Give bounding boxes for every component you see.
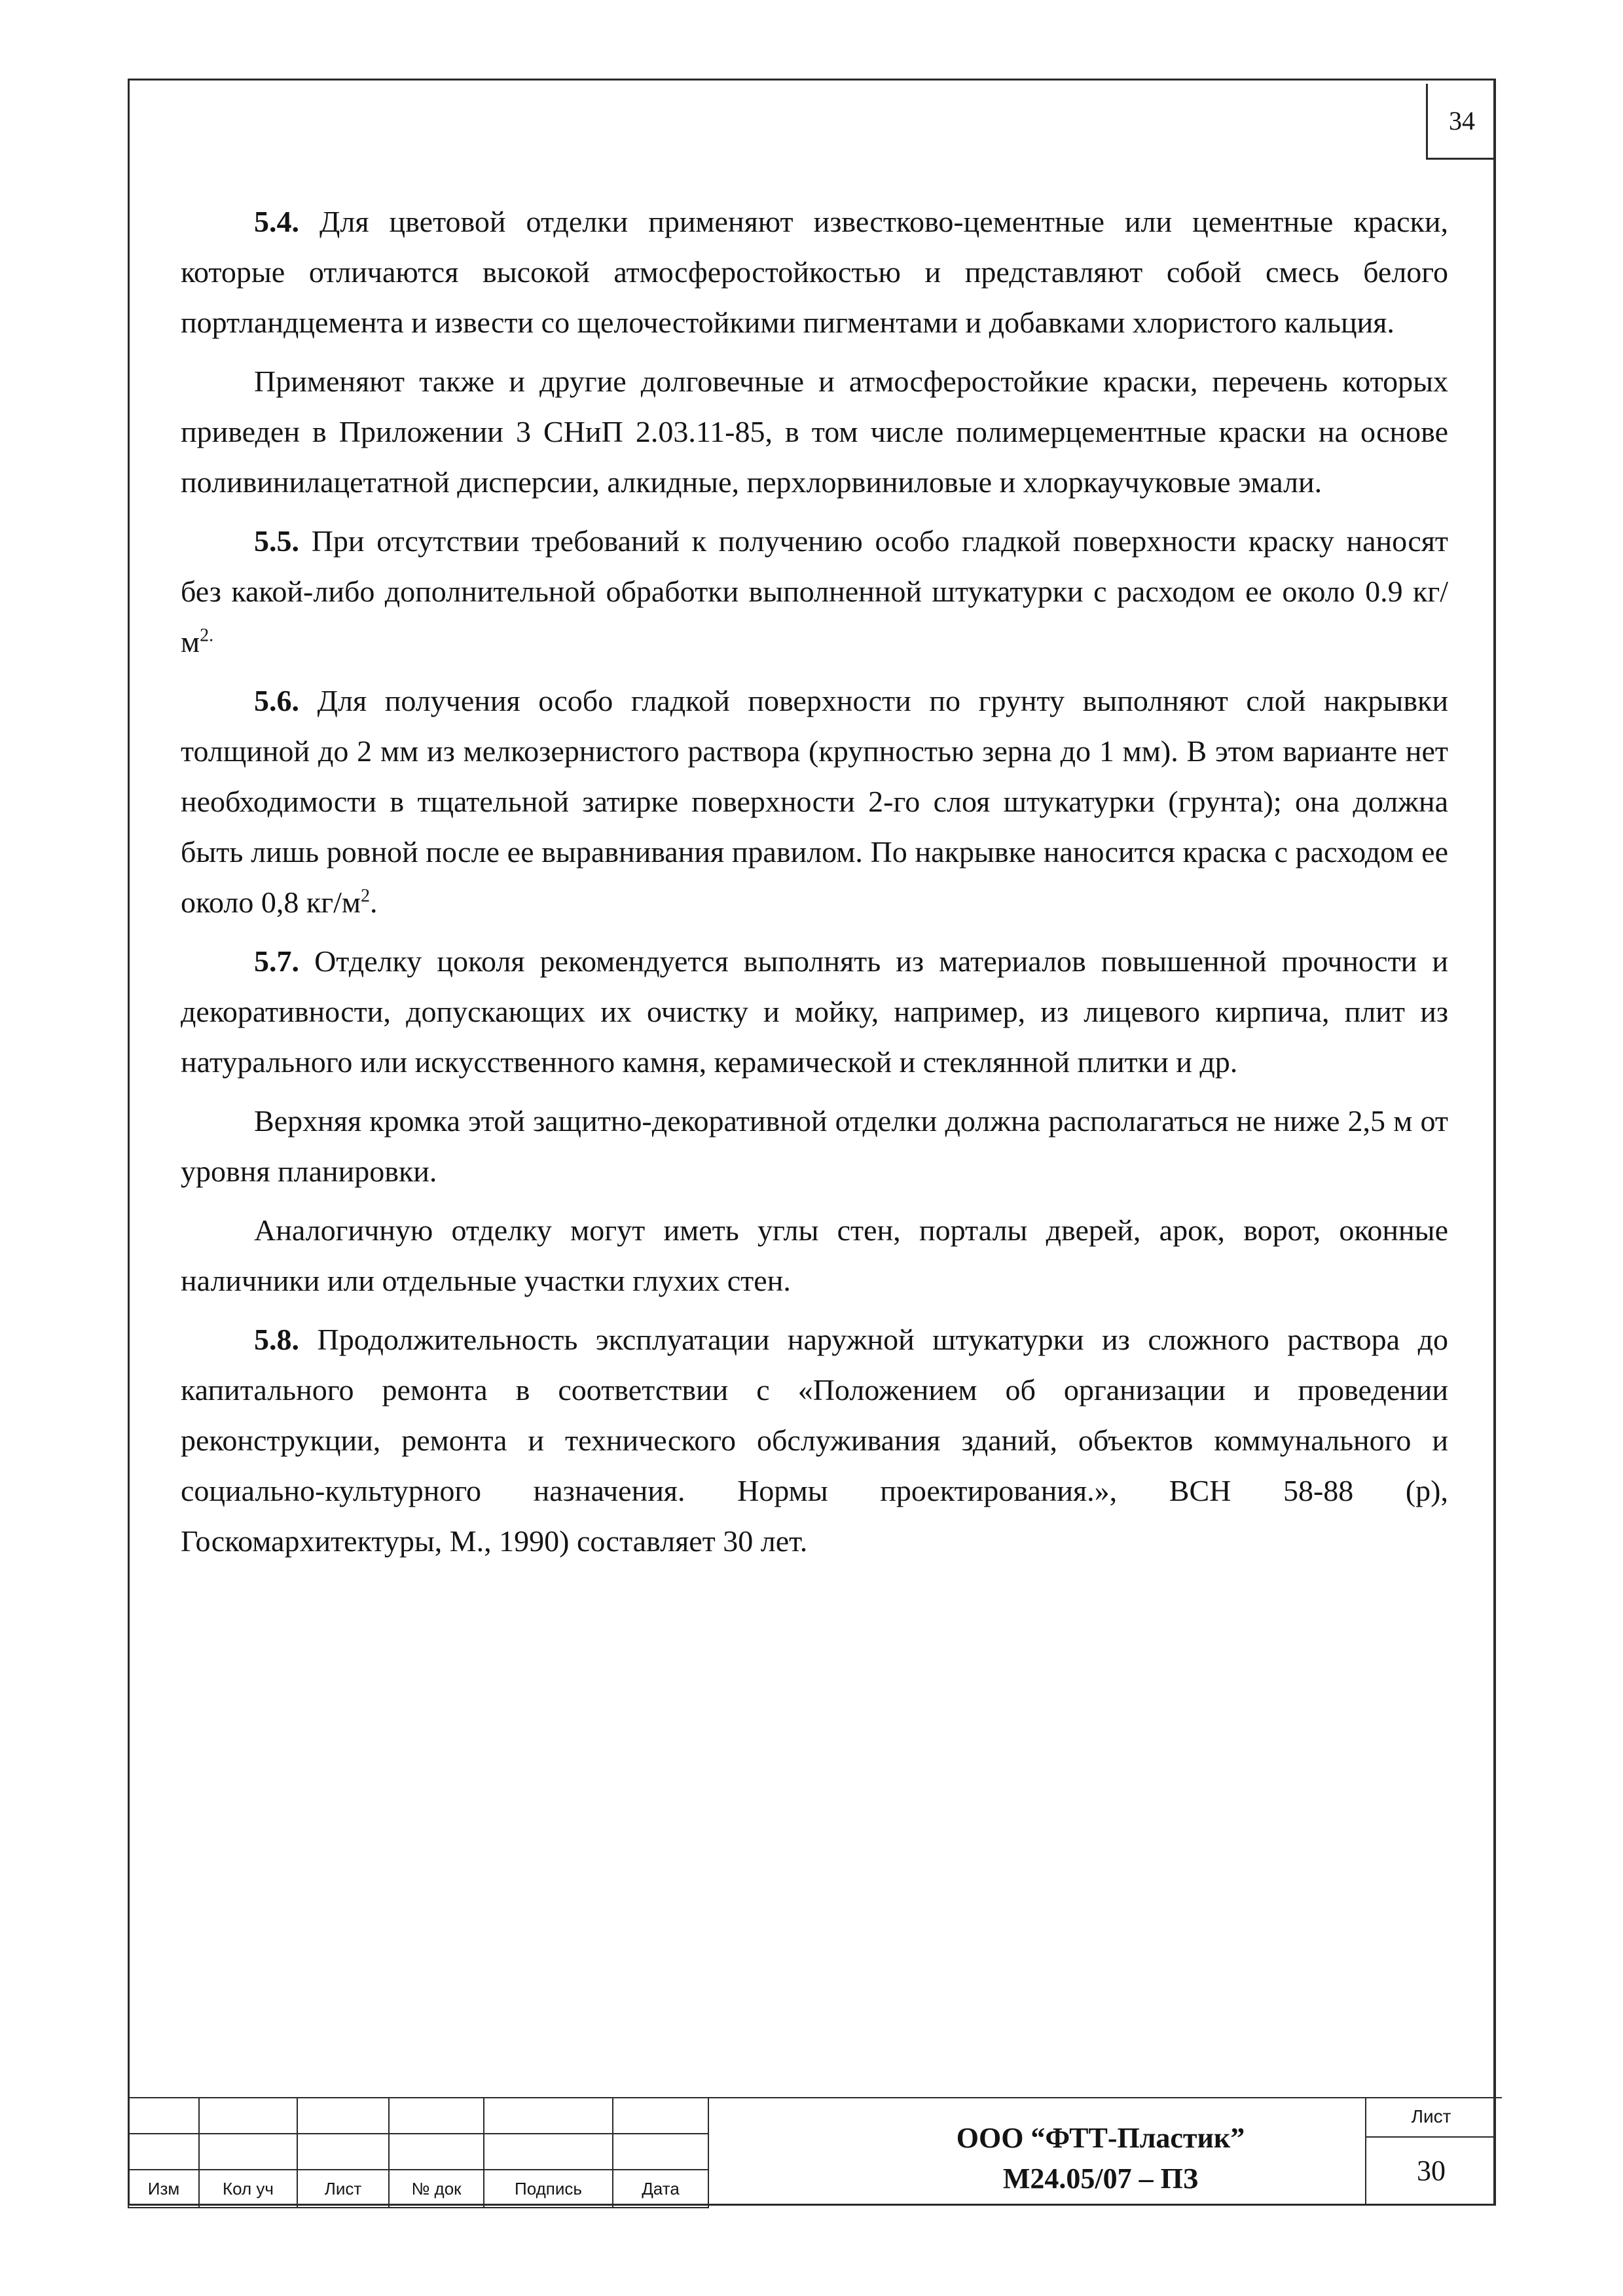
page-number-top: 34 <box>1426 84 1496 160</box>
col-kol-uch: Кол уч <box>199 2170 297 2208</box>
col-izm: Изм <box>128 2170 199 2208</box>
paragraph-5-8: 5.8. Продолжительность эксплуатации наружной штукатурки из сложного раствора до капитального ремонта в соответствии с «Положением об организации и проведении реконструкции, ремонта и технического обслуживания зданий, объектов коммунального и социально-культурного назначения. Нормы проектирования.», ВСН 58-88 (р), Госкомархитектуры, М., 1990) составляет 30 лет. <box>181 1323 1448 1558</box>
paragraph-5-4: 5.4. Для цветовой отделки применяют известково-цементные или цементные краски, которые отличаются высокой атмосферостойкостью и представляют собой смесь белого портландцемента и извести со щелочестойкими пигментами и добавками хлористого кальция. <box>181 205 1448 339</box>
sheet-number: 30 <box>1417 2154 1446 2187</box>
sheet-label: Лист <box>1366 2097 1496 2138</box>
col-list: Лист <box>297 2170 389 2208</box>
title-block <box>128 2097 1496 2206</box>
sheet-box <box>1365 2097 1496 2206</box>
paragraph-paints: Применяют также и другие долговечные и атмосферостойкие краски, перечень которых приведен в Приложении 3 СНиП 2.03.11-85, в том числе полимерцементные краски на основе поливинилацетатной дисперсии, алкидные, перхлорвиниловые и хлоркаучуковые эмали. <box>181 365 1448 499</box>
document-code: М24.05/07 – ПЗ <box>1002 2162 1199 2195</box>
col-date: Дата <box>613 2170 708 2208</box>
paragraph-similar-finish: Аналогичную отделку могут иметь углы стен, порталы дверей, арок, ворот, оконные наличники или отдельные участки глухих стен. <box>181 1213 1448 1297</box>
paragraph-5-5: 5.5. При отсутствии требований к получению особо гладкой поверхности краску наносят без какой-либо дополнительной обработки выполненной штукатурки с расходом ее около 0.9 $кг/м^{2.}$ <box>181 524 1448 658</box>
document-body <box>181 196 1448 1566</box>
revision-table <box>128 2097 709 2208</box>
col-doc-num: № док <box>389 2170 484 2208</box>
company-name: ООО “ФТТ-Пластик” <box>956 2122 1245 2154</box>
paragraph-upper-edge: Верхняя кромка этой защитно-декоративной отделки должна располагаться не ниже 2,5 м от уровня планировки. <box>181 1104 1448 1188</box>
paragraph-5-6: 5.6. Для получения особо гладкой поверхности по грунту выполняют слой накрывки толщиной до 2 мм из мелкозернистого раствора (крупностью зерна до 1 мм). В этом варианте нет необходимости в тщательной затирке поверхности 2-го слоя штукатурки (грунта); она должна быть лишь ровной после ее выравнивания правилом. По накрывке наносится краска с расходом ее около 0,8 $кг/м^2$. <box>181 684 1448 919</box>
paragraph-5-7: 5.7. Отделку цоколя рекомендуется выполнять из материалов повышенной прочности и декоративности, допускающих их очистку и мойку, например, из лицевого кирпича, плит из натурального или искусственного камня, керамической и стеклянной плитки и др. <box>181 944 1448 1079</box>
col-signature: Подпись <box>484 2170 613 2208</box>
